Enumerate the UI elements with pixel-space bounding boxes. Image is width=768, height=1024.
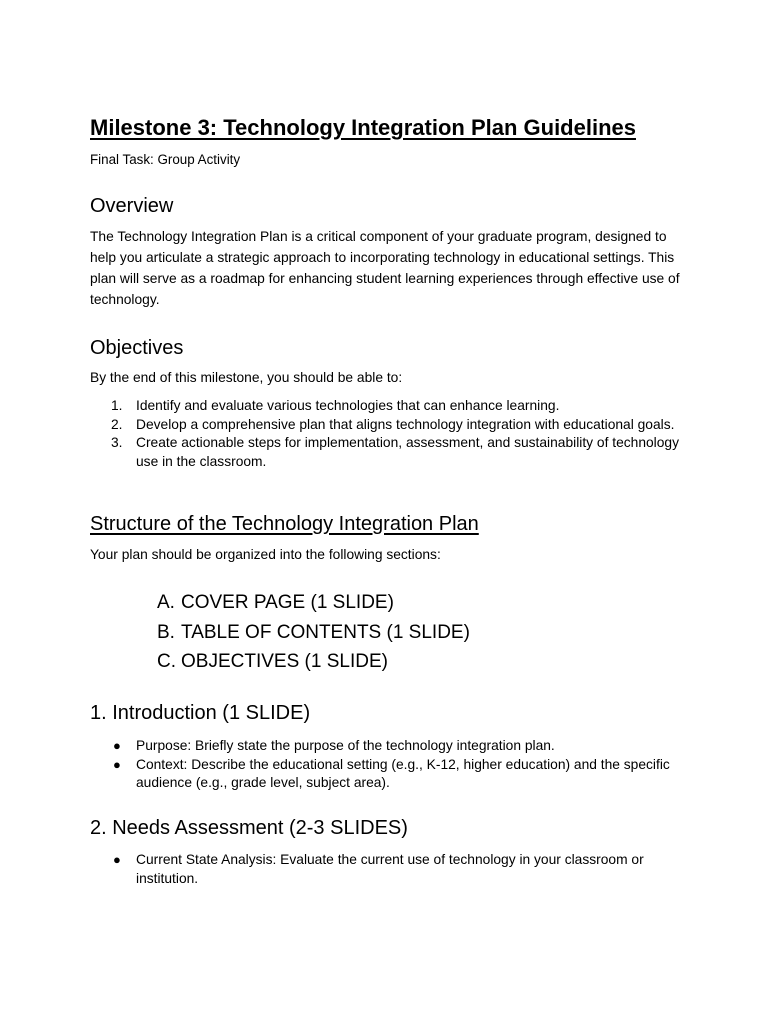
bullet-icon: ● [113, 756, 121, 772]
list-item-text: Identify and evaluate various technologies that can enhance learning. [136, 398, 560, 413]
bullet-icon: ● [113, 738, 121, 753]
overview-paragraph: The Technology Integration Plan is a critical component of your graduate program, designed to help you articulate a strategic approach to incorporating technology in educational settings. This plan will serve as a roadmap for enhancing student learning experiences through effective use of technology. [90, 229, 680, 307]
list-marker: A. [157, 592, 175, 613]
overview-heading: Overview [90, 195, 174, 217]
list-marker: B. [157, 621, 175, 643]
needs-assessment-heading: 2. Needs Assessment (2-3 SLIDES) [90, 817, 408, 839]
list-item-text: COVER PAGE (1 SLIDE) [181, 592, 394, 613]
structure-sections-list [157, 588, 470, 677]
list-item [90, 397, 690, 416]
document-title: Milestone 3: Technology Integration Plan Guidelines [90, 115, 636, 140]
structure-heading: Structure of the Technology Integration Plan [90, 513, 479, 535]
list-item-text: Purpose: Briefly state the purpose of the technology integration plan. [136, 738, 555, 753]
list-item-text: TABLE OF CONTENTS (1 SLIDE) [181, 621, 470, 643]
list-marker: 2. [111, 416, 123, 432]
list-marker: 1. [111, 398, 123, 413]
objectives-intro: By the end of this milestone, you should be able to: [90, 370, 403, 385]
objectives-heading: Objectives [90, 337, 184, 359]
list-item [157, 647, 470, 677]
list-item [90, 756, 690, 793]
bullet-icon: ● [113, 852, 121, 867]
list-item [90, 851, 690, 888]
list-item [90, 434, 690, 471]
list-marker: C. [157, 651, 176, 672]
list-item [90, 416, 690, 435]
list-item-text: Create actionable steps for implementation, assessment, and sustainability of technology use in the classroom. [136, 435, 679, 469]
list-item [90, 737, 690, 756]
needs-assessment-bullets [90, 851, 690, 888]
list-item [157, 618, 470, 648]
document-subtitle: Final Task: Group Activity [90, 152, 241, 167]
list-marker: 3. [111, 435, 123, 450]
list-item-text: Current State Analysis: Evaluate the current use of technology in your classroom or institution. [136, 852, 644, 886]
introduction-bullets [90, 737, 690, 793]
list-item-text: OBJECTIVES (1 SLIDE) [181, 651, 388, 672]
list-item-text: Context: Describe the educational setting (e.g., K-12, higher education) and the specific audience (e.g., grade level, subject area). [136, 756, 670, 790]
list-item [157, 588, 470, 618]
introduction-heading: 1. Introduction (1 SLIDE) [90, 702, 311, 724]
list-item-text: Develop a comprehensive plan that aligns technology integration with educational goals. [136, 416, 675, 432]
structure-intro: Your plan should be organized into the following sections: [90, 547, 441, 562]
objectives-list [90, 397, 690, 471]
